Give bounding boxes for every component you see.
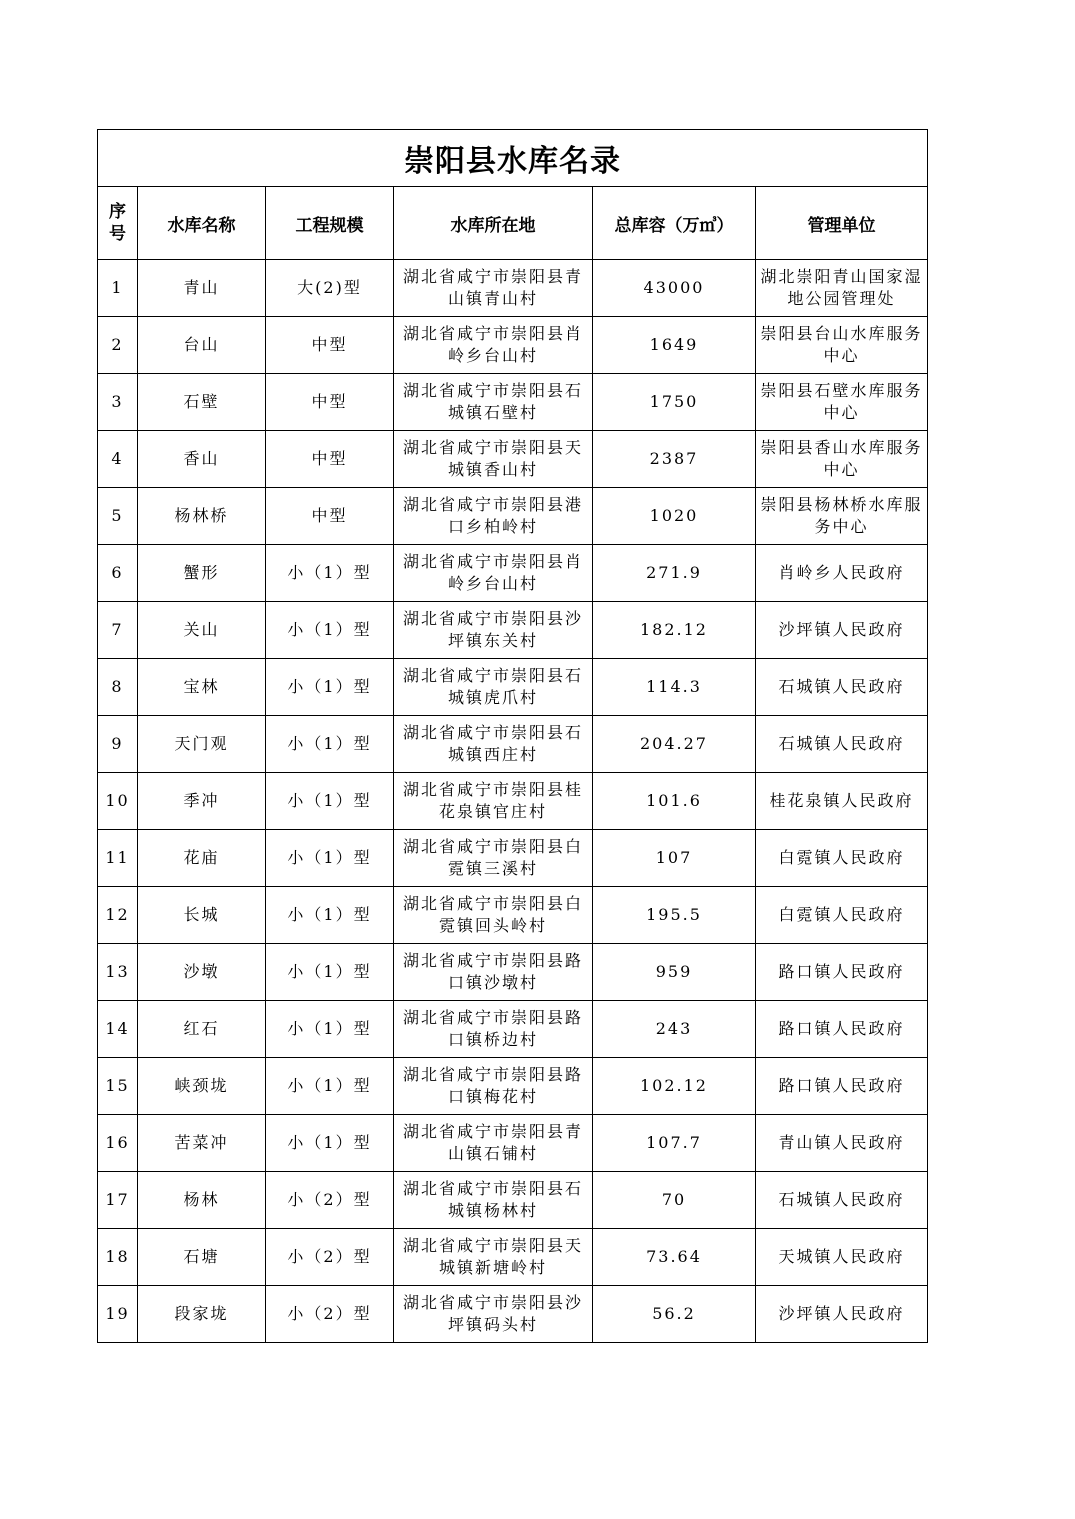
- table-row: [98, 1229, 928, 1286]
- table-row: [98, 317, 928, 374]
- cell-capacity: 101.6: [593, 773, 756, 830]
- cell-scale: 小（1）型: [266, 716, 394, 773]
- cell-capacity: 43000: [593, 260, 756, 317]
- header-row: [98, 187, 928, 260]
- cell-reservoir-name: 宝林: [138, 659, 266, 716]
- cell-seq: 16: [98, 1115, 138, 1172]
- table-row: [98, 1001, 928, 1058]
- cell-reservoir-name: 香山: [138, 431, 266, 488]
- cell-reservoir-name: 天门观: [138, 716, 266, 773]
- cell-management: 沙坪镇人民政府: [756, 602, 928, 659]
- cell-seq: 17: [98, 1172, 138, 1229]
- cell-location: 湖北省咸宁市崇阳县港口乡柏岭村: [394, 488, 593, 545]
- cell-reservoir-name: 季冲: [138, 773, 266, 830]
- cell-location: 湖北省咸宁市崇阳县肖岭乡台山村: [394, 317, 593, 374]
- cell-location: 湖北省咸宁市崇阳县沙坪镇码头村: [394, 1286, 593, 1343]
- table-row: [98, 1172, 928, 1229]
- cell-seq: 5: [98, 488, 138, 545]
- cell-management: 白霓镇人民政府: [756, 887, 928, 944]
- cell-location: 湖北省咸宁市崇阳县石城镇杨林村: [394, 1172, 593, 1229]
- cell-capacity: 1750: [593, 374, 756, 431]
- cell-scale: 小（1）型: [266, 1058, 394, 1115]
- cell-capacity: 959: [593, 944, 756, 1001]
- cell-scale: 小（1）型: [266, 659, 394, 716]
- cell-reservoir-name: 台山: [138, 317, 266, 374]
- cell-location: 湖北省咸宁市崇阳县白霓镇回头岭村: [394, 887, 593, 944]
- cell-reservoir-name: 长城: [138, 887, 266, 944]
- cell-reservoir-name: 红石: [138, 1001, 266, 1058]
- cell-location: 湖北省咸宁市崇阳县石城镇石壁村: [394, 374, 593, 431]
- cell-capacity: 1020: [593, 488, 756, 545]
- table-title: 崇阳县水库名录: [98, 130, 928, 187]
- table-row: [98, 488, 928, 545]
- cell-management: 石城镇人民政府: [756, 716, 928, 773]
- cell-management: 白霓镇人民政府: [756, 830, 928, 887]
- cell-reservoir-name: 沙墩: [138, 944, 266, 1001]
- table-row: [98, 431, 928, 488]
- cell-reservoir-name: 杨林桥: [138, 488, 266, 545]
- table-row: [98, 374, 928, 431]
- cell-reservoir-name: 花庙: [138, 830, 266, 887]
- cell-capacity: 107.7: [593, 1115, 756, 1172]
- cell-capacity: 195.5: [593, 887, 756, 944]
- cell-capacity: 271.9: [593, 545, 756, 602]
- cell-management: 湖北崇阳青山国家湿地公园管理处: [756, 260, 928, 317]
- cell-management: 崇阳县石壁水库服务中心: [756, 374, 928, 431]
- cell-capacity: 2387: [593, 431, 756, 488]
- cell-capacity: 1649: [593, 317, 756, 374]
- header-management: 管理单位: [756, 187, 928, 260]
- cell-scale: 小（1）型: [266, 887, 394, 944]
- cell-management: 路口镇人民政府: [756, 944, 928, 1001]
- cell-scale: 小（2）型: [266, 1229, 394, 1286]
- cell-capacity: 182.12: [593, 602, 756, 659]
- cell-capacity: 56.2: [593, 1286, 756, 1343]
- cell-scale: 大(2)型: [266, 260, 394, 317]
- cell-reservoir-name: 苦菜冲: [138, 1115, 266, 1172]
- cell-location: 湖北省咸宁市崇阳县天城镇香山村: [394, 431, 593, 488]
- header-capacity: 总库容（万㎥）: [593, 187, 756, 260]
- table-row: [98, 1058, 928, 1115]
- table-row: [98, 1115, 928, 1172]
- cell-capacity: 114.3: [593, 659, 756, 716]
- cell-seq: 18: [98, 1229, 138, 1286]
- cell-scale: 小（2）型: [266, 1172, 394, 1229]
- cell-seq: 7: [98, 602, 138, 659]
- cell-location: 湖北省咸宁市崇阳县石城镇西庄村: [394, 716, 593, 773]
- cell-seq: 13: [98, 944, 138, 1001]
- cell-scale: 小（1）型: [266, 773, 394, 830]
- cell-seq: 1: [98, 260, 138, 317]
- cell-seq: 14: [98, 1001, 138, 1058]
- cell-management: 崇阳县杨林桥水库服务中心: [756, 488, 928, 545]
- cell-scale: 小（2）型: [266, 1286, 394, 1343]
- cell-reservoir-name: 关山: [138, 602, 266, 659]
- cell-seq: 8: [98, 659, 138, 716]
- cell-seq: 3: [98, 374, 138, 431]
- cell-location: 湖北省咸宁市崇阳县白霓镇三溪村: [394, 830, 593, 887]
- cell-seq: 10: [98, 773, 138, 830]
- cell-management: 石城镇人民政府: [756, 659, 928, 716]
- table-row: [98, 659, 928, 716]
- cell-location: 湖北省咸宁市崇阳县天城镇新塘岭村: [394, 1229, 593, 1286]
- cell-reservoir-name: 蟹形: [138, 545, 266, 602]
- cell-seq: 12: [98, 887, 138, 944]
- cell-scale: 小（1）型: [266, 944, 394, 1001]
- table-row: [98, 887, 928, 944]
- reservoir-table: [97, 129, 928, 1343]
- cell-capacity: 204.27: [593, 716, 756, 773]
- header-name: 水库名称: [138, 187, 266, 260]
- cell-management: 肖岭乡人民政府: [756, 545, 928, 602]
- cell-seq: 2: [98, 317, 138, 374]
- cell-scale: 中型: [266, 317, 394, 374]
- table-row: [98, 716, 928, 773]
- cell-management: 崇阳县香山水库服务中心: [756, 431, 928, 488]
- cell-capacity: 70: [593, 1172, 756, 1229]
- cell-location: 湖北省咸宁市崇阳县青山镇青山村: [394, 260, 593, 317]
- table-row: [98, 944, 928, 1001]
- cell-seq: 19: [98, 1286, 138, 1343]
- cell-management: 崇阳县台山水库服务中心: [756, 317, 928, 374]
- table-row: [98, 773, 928, 830]
- table-row: [98, 260, 928, 317]
- cell-reservoir-name: 峡颈垅: [138, 1058, 266, 1115]
- table-row: [98, 1286, 928, 1343]
- cell-scale: 中型: [266, 488, 394, 545]
- cell-location: 湖北省咸宁市崇阳县石城镇虎爪村: [394, 659, 593, 716]
- cell-scale: 小（1）型: [266, 1115, 394, 1172]
- cell-reservoir-name: 杨林: [138, 1172, 266, 1229]
- cell-scale: 小（1）型: [266, 1001, 394, 1058]
- cell-scale: 小（1）型: [266, 602, 394, 659]
- cell-seq: 4: [98, 431, 138, 488]
- table-row: [98, 830, 928, 887]
- cell-location: 湖北省咸宁市崇阳县路口镇沙墩村: [394, 944, 593, 1001]
- cell-reservoir-name: 青山: [138, 260, 266, 317]
- cell-management: 天城镇人民政府: [756, 1229, 928, 1286]
- cell-capacity: 243: [593, 1001, 756, 1058]
- cell-management: 路口镇人民政府: [756, 1001, 928, 1058]
- header-seq: 序号: [98, 187, 138, 260]
- cell-management: 桂花泉镇人民政府: [756, 773, 928, 830]
- cell-management: 青山镇人民政府: [756, 1115, 928, 1172]
- cell-scale: 中型: [266, 431, 394, 488]
- cell-management: 石城镇人民政府: [756, 1172, 928, 1229]
- cell-capacity: 73.64: [593, 1229, 756, 1286]
- header-scale: 工程规模: [266, 187, 394, 260]
- cell-reservoir-name: 段家垅: [138, 1286, 266, 1343]
- cell-reservoir-name: 石壁: [138, 374, 266, 431]
- table-row: [98, 545, 928, 602]
- cell-location: 湖北省咸宁市崇阳县路口镇桥边村: [394, 1001, 593, 1058]
- cell-seq: 6: [98, 545, 138, 602]
- cell-seq: 9: [98, 716, 138, 773]
- cell-location: 湖北省咸宁市崇阳县肖岭乡台山村: [394, 545, 593, 602]
- table-row: [98, 602, 928, 659]
- cell-location: 湖北省咸宁市崇阳县路口镇梅花村: [394, 1058, 593, 1115]
- cell-location: 湖北省咸宁市崇阳县桂花泉镇官庄村: [394, 773, 593, 830]
- cell-reservoir-name: 石塘: [138, 1229, 266, 1286]
- cell-location: 湖北省咸宁市崇阳县青山镇石铺村: [394, 1115, 593, 1172]
- cell-seq: 15: [98, 1058, 138, 1115]
- cell-management: 沙坪镇人民政府: [756, 1286, 928, 1343]
- cell-scale: 中型: [266, 374, 394, 431]
- header-location: 水库所在地: [394, 187, 593, 260]
- cell-capacity: 107: [593, 830, 756, 887]
- cell-management: 路口镇人民政府: [756, 1058, 928, 1115]
- cell-location: 湖北省咸宁市崇阳县沙坪镇东关村: [394, 602, 593, 659]
- cell-capacity: 102.12: [593, 1058, 756, 1115]
- cell-scale: 小（1）型: [266, 545, 394, 602]
- cell-seq: 11: [98, 830, 138, 887]
- cell-scale: 小（1）型: [266, 830, 394, 887]
